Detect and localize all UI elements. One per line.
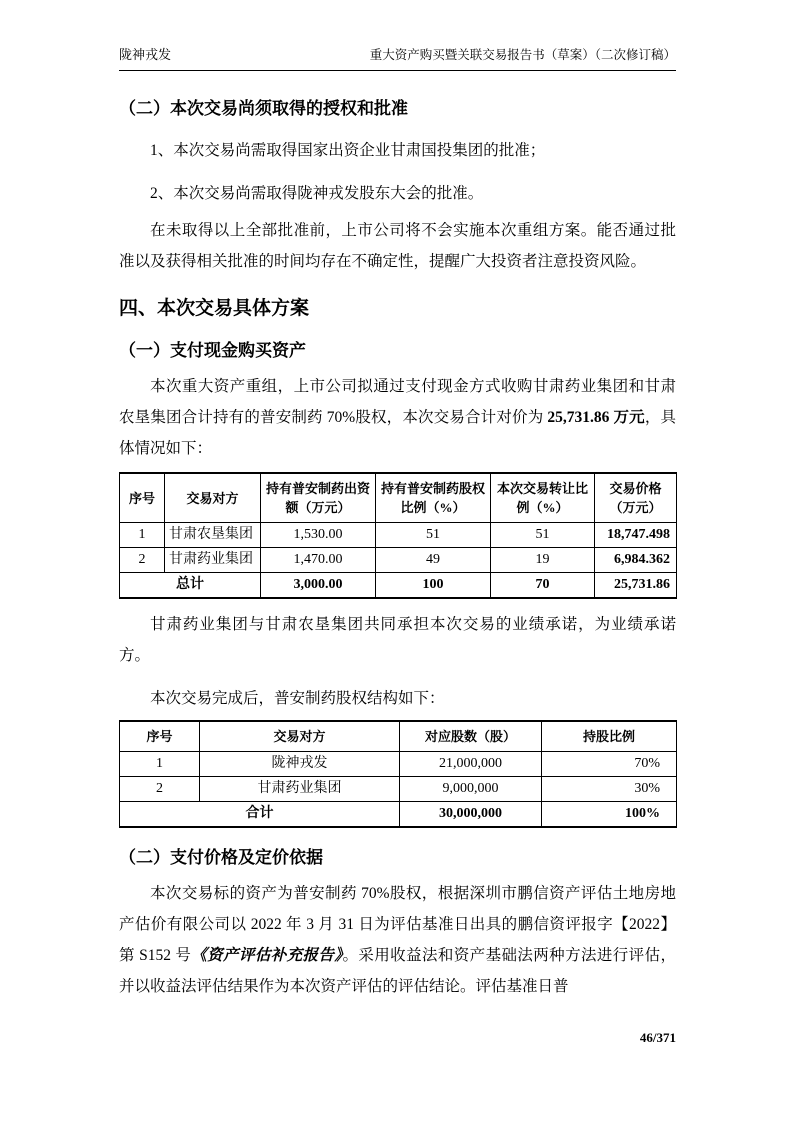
table1-cell: 51 xyxy=(376,523,491,548)
table1-total-capital: 3,000.00 xyxy=(261,573,376,599)
table2-header-index: 序号 xyxy=(120,721,200,752)
table1-header-price: 交易价格（万元） xyxy=(595,473,677,523)
paragraph-performance-commitment: 甘肃药业集团与甘肃农垦集团共同承担本次交易的业绩承诺，为业绩承诺方。 xyxy=(119,616,676,664)
table-row xyxy=(120,523,677,548)
table2-cell: 甘肃药业集团 xyxy=(200,777,400,802)
table2-total-shares: 30,000,000 xyxy=(400,802,542,828)
table1-header-equity-ratio: 持有普安制药股权比例（%） xyxy=(376,473,491,523)
table1-cell: 51 xyxy=(491,523,595,548)
valuation-text-2: 。采用收益法和资产基础法两种方法进行评估，并以收益法评估结果作为本次资产评估的评估结论。评估基准日普 xyxy=(119,947,676,995)
table1-total-price: 25,731.86 xyxy=(595,573,677,599)
table-row xyxy=(120,752,677,777)
table2-cell: 陇神戎发 xyxy=(200,752,400,777)
table2-cell: 2 xyxy=(120,777,200,802)
page-number: 46/371 xyxy=(639,1030,676,1045)
table2-cell: 70% xyxy=(542,752,677,777)
table2-header-shares: 对应股数（股） xyxy=(400,721,542,752)
valuation-text-1: 本次交易标的资产为普安制药 70%股权，根据深圳市鹏信资产评估土地房地产估价有限公司以 2022 年 3 月 31 日为评估基准日出具的鹏信资评报字【2022】第 S152 号 xyxy=(119,885,676,964)
table1-total-transfer-ratio: 70 xyxy=(491,573,595,599)
heading-transaction-plan: 四、本次交易具体方案 xyxy=(119,298,310,319)
table1-header-counterparty: 交易对方 xyxy=(165,473,261,523)
table1-cell: 6,984.362 xyxy=(595,548,677,573)
purchase-text-1: 本次重大资产重组，上市公司拟通过支付现金方式收购甘肃药业集团和甘肃农垦集团合计持有的普安制药 70%股权，本次交易合计对价为 xyxy=(119,378,676,426)
table2-header-row xyxy=(120,721,677,752)
table1-total-row xyxy=(120,573,677,599)
equity-purchase-table xyxy=(119,472,677,599)
table1-header-transfer-ratio: 本次交易转让比例（%） xyxy=(491,473,595,523)
table1-cell: 49 xyxy=(376,548,491,573)
table2-total-label: 合计 xyxy=(120,802,400,828)
table1-header-row xyxy=(120,473,677,523)
purchase-price-bold: 25,731.86 万元 xyxy=(547,409,645,426)
table1-total-label: 总计 xyxy=(120,573,261,599)
table1-header-index: 序号 xyxy=(120,473,165,523)
purchase-text-2: ，具体情况如下： xyxy=(119,409,676,457)
valuation-report-title: 《资产评估补充报告》 xyxy=(191,947,343,964)
table2-cell: 30% xyxy=(542,777,677,802)
approval-item-2: 2、本次交易尚需取得陇神戎发股东大会的批准。 xyxy=(150,185,484,202)
equity-structure-table xyxy=(119,720,677,828)
table2-total-row xyxy=(120,802,677,828)
heading-authorization: （二）本次交易尚须取得的授权和批准 xyxy=(119,99,408,118)
approval-item-1: 1、本次交易尚需取得国家出资企业甘肃国投集团的批准； xyxy=(150,142,546,159)
table2-cell: 1 xyxy=(120,752,200,777)
table1-header-capital: 持有普安制药出资额（万元） xyxy=(261,473,376,523)
header-company-name: 陇神戎发 xyxy=(119,47,172,62)
table1-cell: 2 xyxy=(120,548,165,573)
table2-cell: 9,000,000 xyxy=(400,777,542,802)
table1-cell: 1 xyxy=(120,523,165,548)
table1-cell: 甘肃农垦集团 xyxy=(165,523,261,548)
table-row xyxy=(120,777,677,802)
paragraph-risk-notice: 在未取得以上全部批准前，上市公司将不会实施本次重组方案。能否通过批准以及获得相关批准的时间均存在不确定性，提醒广大投资者注意投资风险。 xyxy=(119,222,676,270)
table2-total-ratio: 100% xyxy=(542,802,677,828)
heading-price-basis: （二）支付价格及定价依据 xyxy=(119,848,323,867)
header-report-title: 重大资产购买暨关联交易报告书（草案）（二次修订稿） xyxy=(369,48,676,62)
table2-cell: 21,000,000 xyxy=(400,752,542,777)
paragraph-equity-structure-intro: 本次交易完成后，普安制药股权结构如下： xyxy=(150,690,445,707)
table1-total-equity-ratio: 100 xyxy=(376,573,491,599)
table-row xyxy=(120,548,677,573)
paragraph-valuation xyxy=(119,878,676,1002)
heading-cash-purchase: （一）支付现金购买资产 xyxy=(119,341,306,360)
table1-cell: 1,530.00 xyxy=(261,523,376,548)
table2-header-counterparty: 交易对方 xyxy=(200,721,400,752)
paragraph-purchase-summary xyxy=(119,371,676,464)
table2-header-holding-ratio: 持股比例 xyxy=(542,721,677,752)
table1-cell: 1,470.00 xyxy=(261,548,376,573)
table1-cell: 18,747.498 xyxy=(595,523,677,548)
table1-cell: 甘肃药业集团 xyxy=(165,548,261,573)
table1-cell: 19 xyxy=(491,548,595,573)
page-header xyxy=(119,44,676,71)
